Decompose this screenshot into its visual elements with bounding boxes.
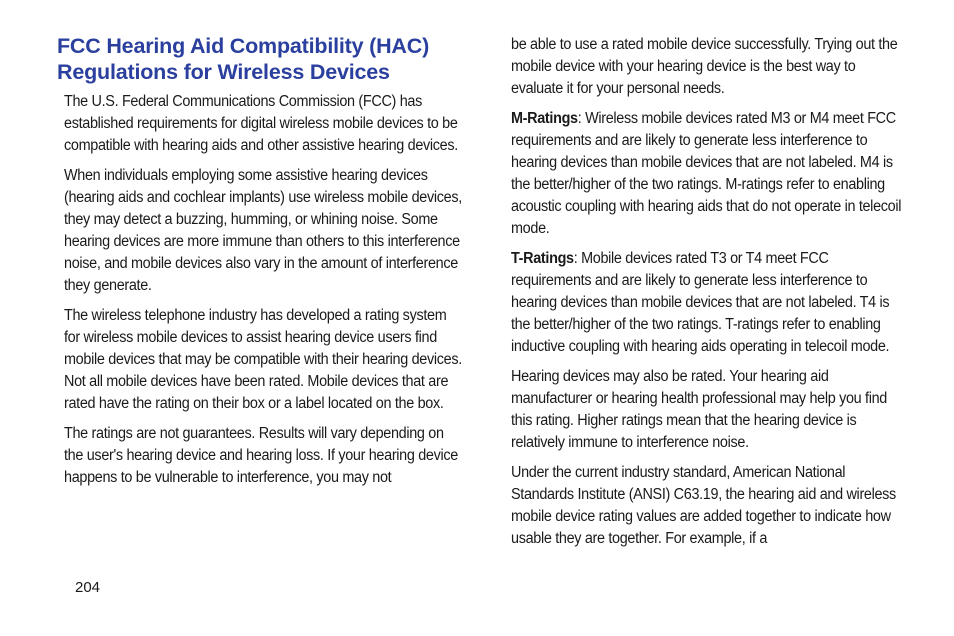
t-ratings-text: : Mobile devices rated T3 or T4 meet FCC requirements and are likely to generate less interference to hearing devices than mobile devices that are not labeled. T4 is the better/higher of the two ratings. T-ratings refer to enabling inductive coupling with hearing aids operating in telecoil mode. [511, 250, 890, 355]
paragraph-interference: When individuals employing some assistive hearing devices (hearing aids and cochlear implants) use wireless mobile devices, they may detect a buzzing, humming, or whining noise. Some hearing devices are more immune than others to this interference noise, and mobile devices also vary in the amount of interference they generate. [64, 167, 462, 294]
section-heading: FCC Hearing Aid Compatibility (HAC) Regulations for Wireless Devices [57, 34, 430, 84]
left-column [64, 91, 464, 497]
paragraph-fcc-requirements: The U.S. Federal Communications Commission (FCC) has established requirements for digital wireless mobile devices to be compatible with hearing aids and other assistive hearing devices. [64, 93, 458, 154]
paragraph-not-guarantees: The ratings are not guarantees. Results will vary depending on the user's hearing device and hearing loss. If your hearing device happens to be vulnerable to interference, you may not [64, 425, 458, 486]
m-ratings-text: : Wireless mobile devices rated M3 or M4 meet FCC requirements and are likely to generate less interference to hearing devices than mobile devices that are not labeled. M4 is the better/higher of the two ratings. M-ratings refer to enabling acoustic coupling with hearing aids that do not operate in telecoil mode. [511, 110, 902, 237]
m-ratings-term: M-Ratings [511, 110, 578, 127]
paragraph-continued: be able to use a rated mobile device successfully. Trying out the mobile device with your hearing device is the best way to evaluate it for your personal needs. [511, 36, 898, 97]
t-ratings-term: T-Ratings [511, 250, 574, 267]
paragraph-hearing-devices-rated: Hearing devices may also be rated. Your hearing aid manufacturer or hearing health professional may help you find this rating. Higher ratings mean that the hearing device is relatively immune to interference noise. [511, 368, 887, 451]
page-number: 204 [75, 579, 101, 596]
paragraph-ansi-standard: Under the current industry standard, American National Standards Institute (ANSI) C63.19, the hearing aid and wireless mobile device rating values are added together to indicate how usable they are together. For example, if a [511, 464, 896, 547]
paragraph-m-ratings [511, 108, 911, 240]
paragraph-rating-system: The wireless telephone industry has developed a rating system for wireless mobile devices to assist hearing device users find mobile devices that may be compatible with their hearing devices. Not all mobile devices have been rated. Mobile devices that are rated have the rating on their box or a label located on the box. [64, 307, 462, 412]
paragraph-t-ratings [511, 248, 911, 358]
right-column [511, 34, 911, 558]
